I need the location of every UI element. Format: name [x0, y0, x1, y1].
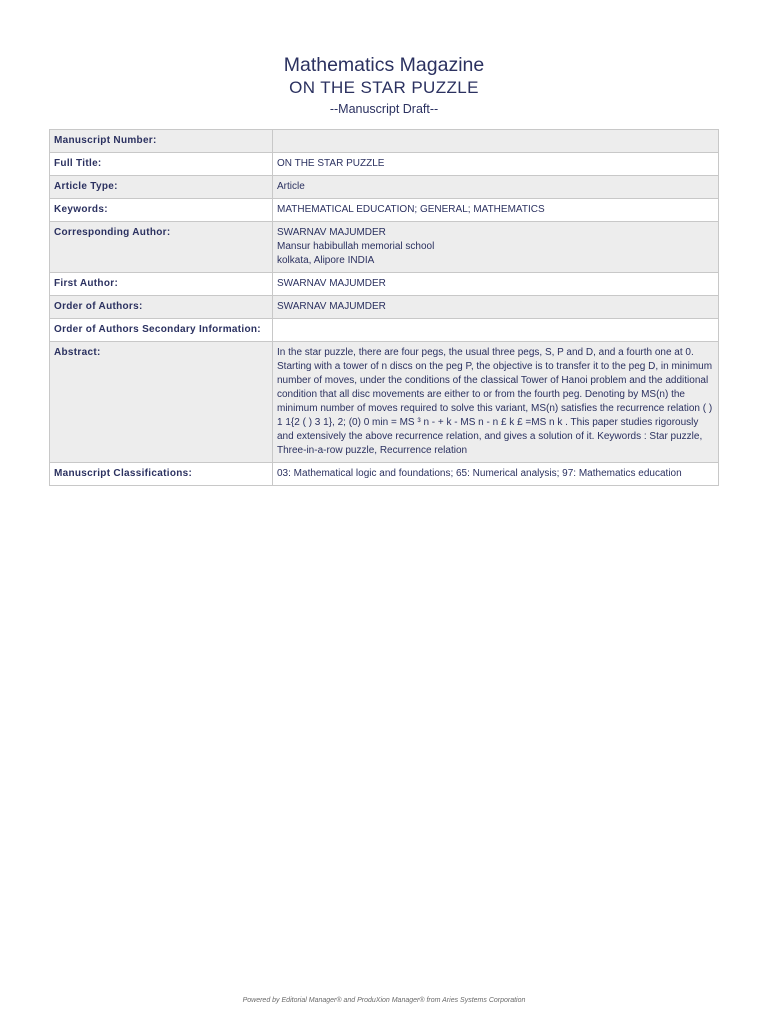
table-row	[50, 342, 719, 463]
order-secondary-label: Order of Authors Secondary Information:	[50, 319, 273, 342]
abstract-value: In the star puzzle, there are four pegs, the usual three pegs, S, P and D, and a fourth one at 0. Starting with a tower of n discs on the peg P, the objective is to transfer it to the peg D, in minimum number of moves, under the conditions of the classical Tower of Hanoi problem and the additional condition that all disc movements are either to or from the fourth peg. Denoting by MS(n) the minimum number of moves required to solve this variant, MS(n) satisfies the recurrence relation ( ) 1 1{2 ( ) 3 1}, 2; (0) 0 min = MS ³ n - + k - MS n - n £ k £ =MS n k . This paper studies rigorously and extensively the above recurrence relation, and gives a solution of it. Keywords : Star puzzle, Three-in-a-row puzzle, Recurrence relation	[273, 342, 719, 463]
classifications-label: Manuscript Classifications:	[50, 463, 273, 486]
full-title-label: Full Title:	[50, 153, 273, 176]
abstract-label: Abstract:	[50, 342, 273, 463]
table-row	[50, 199, 719, 222]
table-row	[50, 176, 719, 199]
table-row	[50, 463, 719, 486]
corresponding-author-value	[273, 222, 719, 273]
first-author-value: SWARNAV MAJUMDER	[273, 273, 719, 296]
article-type-value: Article	[273, 176, 719, 199]
draft-label: --Manuscript Draft--	[329, 102, 439, 116]
full-title-value: ON THE STAR PUZZLE	[273, 153, 719, 176]
table-row	[50, 130, 719, 153]
corresponding-author-name: SWARNAV MAJUMDER	[277, 227, 386, 238]
table-row	[50, 273, 719, 296]
order-of-authors-label: Order of Authors:	[50, 296, 273, 319]
keywords-label: Keywords:	[50, 199, 273, 222]
journal-name: Mathematics Magazine	[283, 54, 485, 76]
table-row	[50, 222, 719, 273]
corresponding-author-label: Corresponding Author:	[50, 222, 273, 273]
first-author-label: First Author:	[50, 273, 273, 296]
manuscript-metadata-table	[49, 129, 719, 486]
article-type-label: Article Type:	[50, 176, 273, 199]
document-header	[0, 53, 768, 118]
corresponding-author-location: kolkata, Alipore INDIA	[277, 255, 375, 266]
manuscript-number-value	[273, 130, 719, 153]
article-title: ON THE STAR PUZZLE	[289, 78, 479, 97]
keywords-value: MATHEMATICAL EDUCATION; GENERAL; MATHEMATICS	[273, 199, 719, 222]
classifications-value: 03: Mathematical logic and foundations; 65: Numerical analysis; 97: Mathematics education	[273, 463, 719, 486]
table-row	[50, 319, 719, 342]
table-row	[50, 296, 719, 319]
table-row	[50, 153, 719, 176]
footer-credit: Powered by Editorial Manager® and ProduXion Manager® from Aries Systems Corporation	[242, 997, 526, 1004]
order-secondary-value	[273, 319, 719, 342]
order-of-authors-value: SWARNAV MAJUMDER	[273, 296, 719, 319]
manuscript-number-label: Manuscript Number:	[50, 130, 273, 153]
corresponding-author-institution: Mansur habibullah memorial school	[277, 241, 435, 252]
